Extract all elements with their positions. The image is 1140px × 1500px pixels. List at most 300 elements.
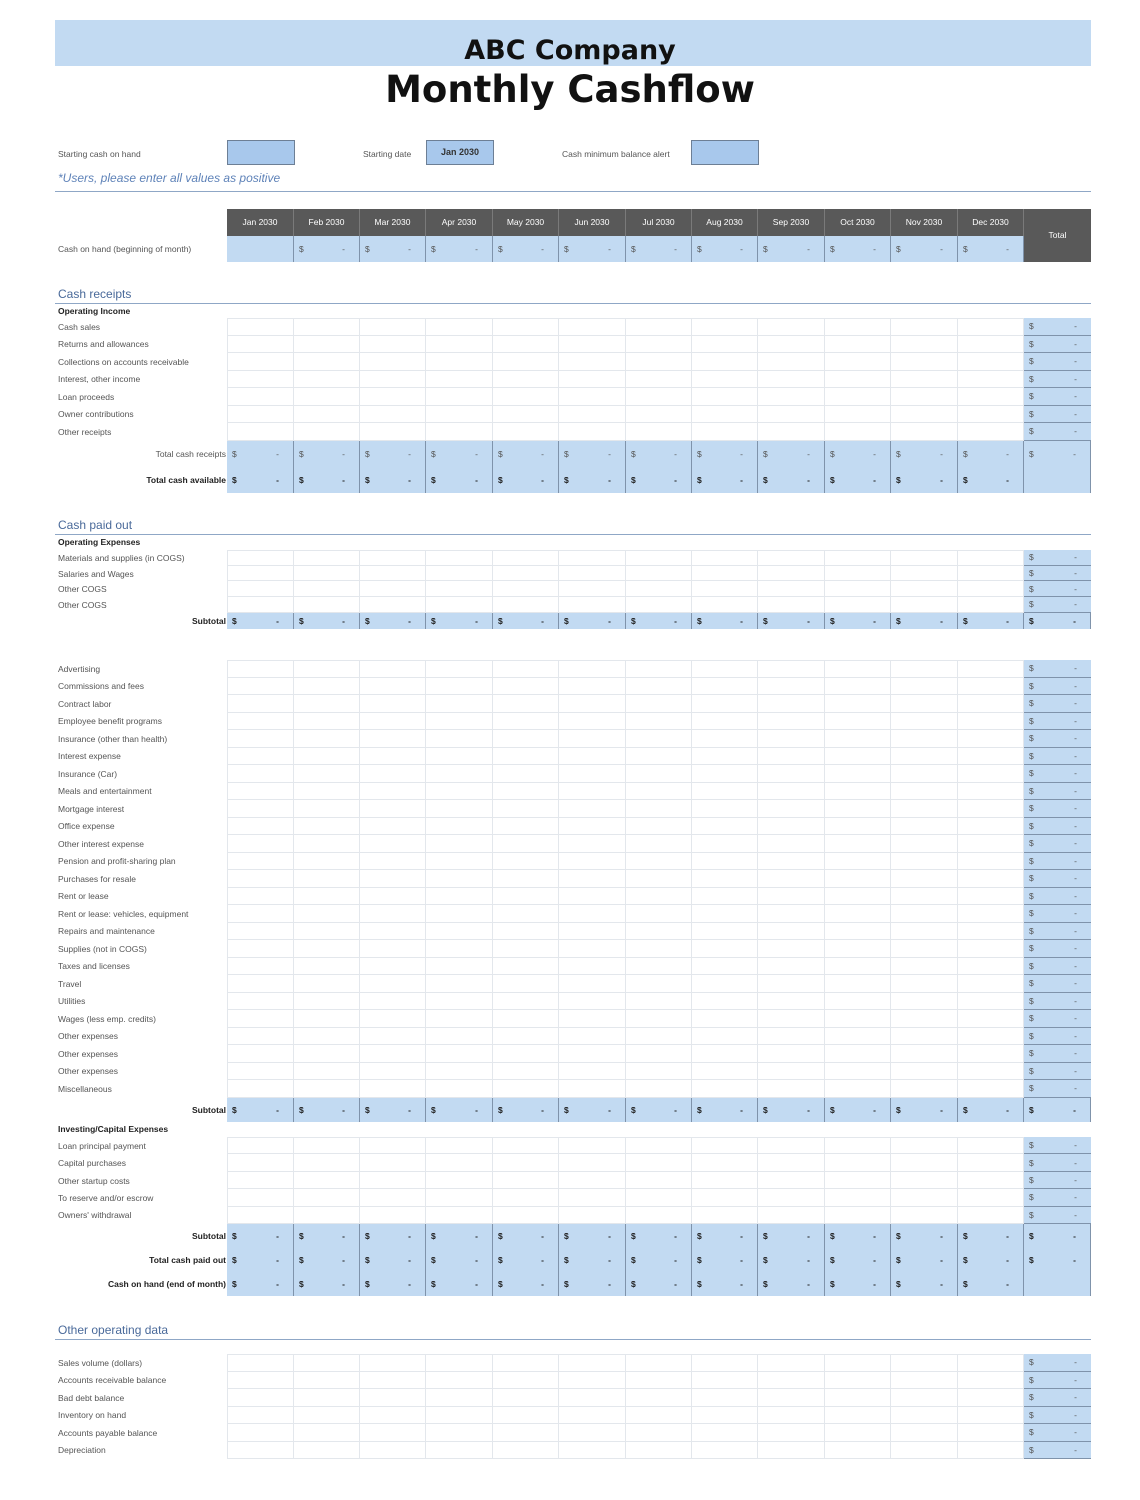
expenses-input-cell[interactable] [825, 835, 891, 853]
expenses-input-cell[interactable] [493, 800, 559, 818]
other-data-input-cell[interactable] [958, 1442, 1024, 1460]
expenses-input-cell[interactable] [360, 783, 426, 801]
expenses-input-cell[interactable] [891, 870, 958, 888]
cogs-input-cell[interactable] [825, 566, 891, 582]
expenses-input-cell[interactable] [559, 800, 626, 818]
investing-input-cell[interactable] [360, 1207, 426, 1224]
other-data-input-cell[interactable] [227, 1424, 294, 1442]
investing-input-cell[interactable] [692, 1207, 758, 1224]
expenses-input-cell[interactable] [692, 765, 758, 783]
expenses-input-cell[interactable] [626, 660, 692, 678]
cogs-input-cell[interactable] [958, 597, 1024, 613]
cogs-input-cell[interactable] [692, 581, 758, 597]
expenses-input-cell[interactable] [493, 853, 559, 871]
expenses-input-cell[interactable] [227, 748, 294, 766]
expenses-input-cell[interactable] [825, 905, 891, 923]
expenses-input-cell[interactable] [294, 853, 360, 871]
investing-input-cell[interactable] [559, 1172, 626, 1189]
expenses-input-cell[interactable] [227, 958, 294, 976]
investing-input-cell[interactable] [426, 1172, 493, 1189]
other-data-input-cell[interactable] [360, 1424, 426, 1442]
expenses-input-cell[interactable] [227, 730, 294, 748]
expenses-input-cell[interactable] [958, 975, 1024, 993]
receipts-input-cell[interactable] [891, 406, 958, 424]
expenses-input-cell[interactable] [825, 993, 891, 1011]
expenses-input-cell[interactable] [958, 695, 1024, 713]
expenses-input-cell[interactable] [227, 660, 294, 678]
receipts-input-cell[interactable] [493, 406, 559, 424]
other-data-input-cell[interactable] [426, 1407, 493, 1425]
expenses-input-cell[interactable] [294, 975, 360, 993]
receipts-input-cell[interactable] [692, 423, 758, 441]
investing-input-cell[interactable] [426, 1154, 493, 1171]
receipts-input-cell[interactable] [360, 371, 426, 389]
expenses-input-cell[interactable] [958, 660, 1024, 678]
expenses-input-cell[interactable] [758, 835, 825, 853]
receipts-input-cell[interactable] [758, 388, 825, 406]
investing-input-cell[interactable] [758, 1137, 825, 1154]
expenses-input-cell[interactable] [758, 1028, 825, 1046]
other-data-input-cell[interactable] [891, 1407, 958, 1425]
expenses-input-cell[interactable] [294, 713, 360, 731]
expenses-input-cell[interactable] [891, 905, 958, 923]
expenses-input-cell[interactable] [692, 870, 758, 888]
expenses-input-cell[interactable] [758, 713, 825, 731]
expenses-input-cell[interactable] [758, 748, 825, 766]
expenses-input-cell[interactable] [493, 835, 559, 853]
expenses-input-cell[interactable] [426, 695, 493, 713]
cogs-input-cell[interactable] [825, 597, 891, 613]
other-data-input-cell[interactable] [626, 1354, 692, 1372]
other-data-input-cell[interactable] [294, 1389, 360, 1407]
expenses-input-cell[interactable] [559, 818, 626, 836]
expenses-input-cell[interactable] [227, 1045, 294, 1063]
other-data-input-cell[interactable] [692, 1354, 758, 1372]
receipts-input-cell[interactable] [626, 388, 692, 406]
receipts-input-cell[interactable] [758, 353, 825, 371]
other-data-input-cell[interactable] [360, 1442, 426, 1460]
other-data-input-cell[interactable] [825, 1424, 891, 1442]
expenses-input-cell[interactable] [227, 818, 294, 836]
expenses-input-cell[interactable] [294, 870, 360, 888]
investing-input-cell[interactable] [825, 1172, 891, 1189]
expenses-input-cell[interactable] [294, 800, 360, 818]
other-data-input-cell[interactable] [294, 1407, 360, 1425]
expenses-input-cell[interactable] [493, 1063, 559, 1081]
expenses-input-cell[interactable] [227, 940, 294, 958]
investing-input-cell[interactable] [891, 1154, 958, 1171]
cogs-input-cell[interactable] [493, 550, 559, 566]
expenses-input-cell[interactable] [825, 853, 891, 871]
investing-input-cell[interactable] [294, 1189, 360, 1206]
expenses-input-cell[interactable] [559, 660, 626, 678]
expenses-input-cell[interactable] [692, 695, 758, 713]
expenses-input-cell[interactable] [493, 765, 559, 783]
expenses-input-cell[interactable] [891, 660, 958, 678]
receipts-input-cell[interactable] [294, 336, 360, 354]
expenses-input-cell[interactable] [294, 783, 360, 801]
other-data-input-cell[interactable] [559, 1442, 626, 1460]
expenses-input-cell[interactable] [227, 853, 294, 871]
expenses-input-cell[interactable] [360, 940, 426, 958]
expenses-input-cell[interactable] [493, 783, 559, 801]
expenses-input-cell[interactable] [626, 923, 692, 941]
expenses-input-cell[interactable] [360, 835, 426, 853]
other-data-input-cell[interactable] [958, 1372, 1024, 1390]
expenses-input-cell[interactable] [294, 660, 360, 678]
expenses-input-cell[interactable] [559, 678, 626, 696]
expenses-input-cell[interactable] [958, 958, 1024, 976]
expenses-input-cell[interactable] [227, 923, 294, 941]
expenses-input-cell[interactable] [493, 940, 559, 958]
receipts-input-cell[interactable] [692, 388, 758, 406]
other-data-input-cell[interactable] [958, 1354, 1024, 1372]
cogs-input-cell[interactable] [426, 597, 493, 613]
expenses-input-cell[interactable] [692, 993, 758, 1011]
expenses-input-cell[interactable] [294, 818, 360, 836]
cogs-input-cell[interactable] [294, 597, 360, 613]
investing-input-cell[interactable] [426, 1189, 493, 1206]
expenses-input-cell[interactable] [426, 678, 493, 696]
other-data-input-cell[interactable] [692, 1389, 758, 1407]
cogs-input-cell[interactable] [958, 581, 1024, 597]
other-data-input-cell[interactable] [891, 1372, 958, 1390]
expenses-input-cell[interactable] [493, 695, 559, 713]
expenses-input-cell[interactable] [493, 975, 559, 993]
expenses-input-cell[interactable] [426, 870, 493, 888]
cogs-input-cell[interactable] [692, 597, 758, 613]
expenses-input-cell[interactable] [958, 713, 1024, 731]
expenses-input-cell[interactable] [758, 783, 825, 801]
investing-input-cell[interactable] [758, 1154, 825, 1171]
receipts-input-cell[interactable] [360, 336, 426, 354]
other-data-input-cell[interactable] [692, 1407, 758, 1425]
expenses-input-cell[interactable] [958, 818, 1024, 836]
expenses-input-cell[interactable] [559, 1028, 626, 1046]
expenses-input-cell[interactable] [692, 678, 758, 696]
expenses-input-cell[interactable] [891, 1063, 958, 1081]
expenses-input-cell[interactable] [692, 888, 758, 906]
expenses-input-cell[interactable] [227, 678, 294, 696]
expenses-input-cell[interactable] [958, 1063, 1024, 1081]
expenses-input-cell[interactable] [426, 888, 493, 906]
expenses-input-cell[interactable] [360, 730, 426, 748]
investing-input-cell[interactable] [493, 1189, 559, 1206]
receipts-input-cell[interactable] [758, 423, 825, 441]
receipts-input-cell[interactable] [493, 371, 559, 389]
expenses-input-cell[interactable] [626, 905, 692, 923]
investing-input-cell[interactable] [294, 1172, 360, 1189]
expenses-input-cell[interactable] [360, 958, 426, 976]
expenses-input-cell[interactable] [692, 853, 758, 871]
expenses-input-cell[interactable] [493, 748, 559, 766]
expenses-input-cell[interactable] [493, 1080, 559, 1098]
expenses-input-cell[interactable] [825, 975, 891, 993]
investing-input-cell[interactable] [227, 1172, 294, 1189]
receipts-input-cell[interactable] [227, 423, 294, 441]
cogs-input-cell[interactable] [825, 550, 891, 566]
other-data-input-cell[interactable] [559, 1407, 626, 1425]
other-data-input-cell[interactable] [227, 1372, 294, 1390]
expenses-input-cell[interactable] [692, 730, 758, 748]
cogs-input-cell[interactable] [559, 597, 626, 613]
investing-input-cell[interactable] [626, 1189, 692, 1206]
other-data-input-cell[interactable] [891, 1354, 958, 1372]
receipts-input-cell[interactable] [360, 388, 426, 406]
other-data-input-cell[interactable] [360, 1372, 426, 1390]
other-data-input-cell[interactable] [891, 1442, 958, 1460]
expenses-input-cell[interactable] [758, 678, 825, 696]
expenses-input-cell[interactable] [227, 993, 294, 1011]
investing-input-cell[interactable] [559, 1137, 626, 1154]
receipts-input-cell[interactable] [825, 318, 891, 336]
expenses-input-cell[interactable] [891, 1028, 958, 1046]
receipts-input-cell[interactable] [426, 388, 493, 406]
expenses-input-cell[interactable] [360, 905, 426, 923]
expenses-input-cell[interactable] [294, 905, 360, 923]
receipts-input-cell[interactable] [294, 318, 360, 336]
expenses-input-cell[interactable] [626, 888, 692, 906]
investing-input-cell[interactable] [493, 1137, 559, 1154]
other-data-input-cell[interactable] [360, 1354, 426, 1372]
min-balance-input[interactable] [691, 140, 759, 165]
expenses-input-cell[interactable] [294, 748, 360, 766]
expenses-input-cell[interactable] [825, 800, 891, 818]
investing-input-cell[interactable] [227, 1137, 294, 1154]
other-data-input-cell[interactable] [493, 1354, 559, 1372]
expenses-input-cell[interactable] [692, 713, 758, 731]
investing-input-cell[interactable] [958, 1137, 1024, 1154]
expenses-input-cell[interactable] [227, 1028, 294, 1046]
investing-input-cell[interactable] [758, 1189, 825, 1206]
expenses-input-cell[interactable] [360, 870, 426, 888]
investing-input-cell[interactable] [626, 1154, 692, 1171]
expenses-input-cell[interactable] [360, 765, 426, 783]
cogs-input-cell[interactable] [426, 566, 493, 582]
investing-input-cell[interactable] [692, 1172, 758, 1189]
cogs-input-cell[interactable] [493, 581, 559, 597]
receipts-input-cell[interactable] [227, 388, 294, 406]
expenses-input-cell[interactable] [294, 765, 360, 783]
other-data-input-cell[interactable] [360, 1389, 426, 1407]
expenses-input-cell[interactable] [360, 748, 426, 766]
expenses-input-cell[interactable] [825, 678, 891, 696]
expenses-input-cell[interactable] [891, 713, 958, 731]
other-data-input-cell[interactable] [825, 1354, 891, 1372]
expenses-input-cell[interactable] [758, 765, 825, 783]
receipts-input-cell[interactable] [891, 336, 958, 354]
expenses-input-cell[interactable] [891, 800, 958, 818]
expenses-input-cell[interactable] [958, 870, 1024, 888]
expenses-input-cell[interactable] [958, 1045, 1024, 1063]
expenses-input-cell[interactable] [493, 923, 559, 941]
expenses-input-cell[interactable] [825, 730, 891, 748]
expenses-input-cell[interactable] [493, 993, 559, 1011]
expenses-input-cell[interactable] [825, 695, 891, 713]
expenses-input-cell[interactable] [626, 678, 692, 696]
other-data-input-cell[interactable] [692, 1442, 758, 1460]
expenses-input-cell[interactable] [758, 660, 825, 678]
expenses-input-cell[interactable] [626, 1010, 692, 1028]
expenses-input-cell[interactable] [825, 765, 891, 783]
expenses-input-cell[interactable] [891, 940, 958, 958]
expenses-input-cell[interactable] [891, 923, 958, 941]
receipts-input-cell[interactable] [559, 371, 626, 389]
expenses-input-cell[interactable] [958, 800, 1024, 818]
investing-input-cell[interactable] [958, 1154, 1024, 1171]
expenses-input-cell[interactable] [626, 940, 692, 958]
expenses-input-cell[interactable] [626, 695, 692, 713]
cogs-input-cell[interactable] [692, 550, 758, 566]
other-data-input-cell[interactable] [758, 1389, 825, 1407]
other-data-input-cell[interactable] [758, 1424, 825, 1442]
expenses-input-cell[interactable] [294, 1028, 360, 1046]
expenses-input-cell[interactable] [758, 870, 825, 888]
expenses-input-cell[interactable] [426, 713, 493, 731]
expenses-input-cell[interactable] [294, 678, 360, 696]
receipts-input-cell[interactable] [294, 406, 360, 424]
expenses-input-cell[interactable] [426, 993, 493, 1011]
expenses-input-cell[interactable] [958, 1028, 1024, 1046]
expenses-input-cell[interactable] [559, 695, 626, 713]
investing-input-cell[interactable] [493, 1207, 559, 1224]
expenses-input-cell[interactable] [692, 748, 758, 766]
receipts-input-cell[interactable] [493, 318, 559, 336]
expenses-input-cell[interactable] [559, 1010, 626, 1028]
expenses-input-cell[interactable] [825, 1045, 891, 1063]
other-data-input-cell[interactable] [626, 1407, 692, 1425]
other-data-input-cell[interactable] [626, 1424, 692, 1442]
expenses-input-cell[interactable] [958, 835, 1024, 853]
receipts-input-cell[interactable] [958, 423, 1024, 441]
expenses-input-cell[interactable] [360, 1080, 426, 1098]
other-data-input-cell[interactable] [958, 1407, 1024, 1425]
expenses-input-cell[interactable] [758, 923, 825, 941]
expenses-input-cell[interactable] [758, 853, 825, 871]
other-data-input-cell[interactable] [294, 1442, 360, 1460]
expenses-input-cell[interactable] [958, 1010, 1024, 1028]
other-data-input-cell[interactable] [692, 1424, 758, 1442]
expenses-input-cell[interactable] [758, 975, 825, 993]
cogs-input-cell[interactable] [360, 581, 426, 597]
expenses-input-cell[interactable] [559, 923, 626, 941]
expenses-input-cell[interactable] [692, 783, 758, 801]
expenses-input-cell[interactable] [360, 993, 426, 1011]
expenses-input-cell[interactable] [891, 678, 958, 696]
investing-input-cell[interactable] [493, 1172, 559, 1189]
expenses-input-cell[interactable] [227, 1080, 294, 1098]
receipts-input-cell[interactable] [891, 353, 958, 371]
expenses-input-cell[interactable] [825, 748, 891, 766]
investing-input-cell[interactable] [891, 1189, 958, 1206]
other-data-input-cell[interactable] [825, 1372, 891, 1390]
expenses-input-cell[interactable] [426, 818, 493, 836]
receipts-input-cell[interactable] [426, 371, 493, 389]
expenses-input-cell[interactable] [360, 678, 426, 696]
expenses-input-cell[interactable] [294, 940, 360, 958]
expenses-input-cell[interactable] [493, 1010, 559, 1028]
other-data-input-cell[interactable] [294, 1424, 360, 1442]
receipts-input-cell[interactable] [294, 371, 360, 389]
expenses-input-cell[interactable] [426, 923, 493, 941]
receipts-input-cell[interactable] [692, 406, 758, 424]
cogs-input-cell[interactable] [958, 566, 1024, 582]
investing-input-cell[interactable] [626, 1172, 692, 1189]
expenses-input-cell[interactable] [426, 1028, 493, 1046]
expenses-input-cell[interactable] [426, 800, 493, 818]
expenses-input-cell[interactable] [626, 975, 692, 993]
receipts-input-cell[interactable] [493, 353, 559, 371]
receipts-input-cell[interactable] [891, 388, 958, 406]
receipts-input-cell[interactable] [626, 423, 692, 441]
expenses-input-cell[interactable] [626, 1045, 692, 1063]
expenses-input-cell[interactable] [958, 1080, 1024, 1098]
expenses-input-cell[interactable] [559, 853, 626, 871]
expenses-input-cell[interactable] [294, 958, 360, 976]
expenses-input-cell[interactable] [758, 1080, 825, 1098]
receipts-input-cell[interactable] [891, 423, 958, 441]
expenses-input-cell[interactable] [227, 888, 294, 906]
expenses-input-cell[interactable] [891, 835, 958, 853]
expenses-input-cell[interactable] [626, 783, 692, 801]
cogs-input-cell[interactable] [360, 597, 426, 613]
receipts-input-cell[interactable] [758, 318, 825, 336]
receipts-input-cell[interactable] [426, 353, 493, 371]
receipts-input-cell[interactable] [493, 423, 559, 441]
cogs-input-cell[interactable] [360, 566, 426, 582]
expenses-input-cell[interactable] [958, 905, 1024, 923]
cogs-input-cell[interactable] [758, 581, 825, 597]
expenses-input-cell[interactable] [360, 1028, 426, 1046]
receipts-input-cell[interactable] [294, 388, 360, 406]
expenses-input-cell[interactable] [559, 888, 626, 906]
expenses-input-cell[interactable] [626, 800, 692, 818]
investing-input-cell[interactable] [758, 1172, 825, 1189]
expenses-input-cell[interactable] [559, 870, 626, 888]
expenses-input-cell[interactable] [891, 1045, 958, 1063]
expenses-input-cell[interactable] [493, 818, 559, 836]
cogs-input-cell[interactable] [626, 597, 692, 613]
expenses-input-cell[interactable] [626, 765, 692, 783]
expenses-input-cell[interactable] [825, 783, 891, 801]
receipts-input-cell[interactable] [958, 406, 1024, 424]
expenses-input-cell[interactable] [958, 853, 1024, 871]
expenses-input-cell[interactable] [758, 940, 825, 958]
expenses-input-cell[interactable] [360, 800, 426, 818]
expenses-input-cell[interactable] [825, 1080, 891, 1098]
cogs-input-cell[interactable] [493, 566, 559, 582]
expenses-input-cell[interactable] [692, 660, 758, 678]
expenses-input-cell[interactable] [891, 783, 958, 801]
expenses-input-cell[interactable] [758, 800, 825, 818]
expenses-input-cell[interactable] [559, 783, 626, 801]
investing-input-cell[interactable] [426, 1137, 493, 1154]
expenses-input-cell[interactable] [891, 695, 958, 713]
other-data-input-cell[interactable] [559, 1354, 626, 1372]
other-data-input-cell[interactable] [626, 1389, 692, 1407]
cogs-input-cell[interactable] [227, 581, 294, 597]
receipts-input-cell[interactable] [958, 318, 1024, 336]
expenses-input-cell[interactable] [294, 835, 360, 853]
expenses-input-cell[interactable] [891, 1080, 958, 1098]
investing-input-cell[interactable] [958, 1172, 1024, 1189]
receipts-input-cell[interactable] [692, 336, 758, 354]
investing-input-cell[interactable] [294, 1154, 360, 1171]
expenses-input-cell[interactable] [227, 765, 294, 783]
receipts-input-cell[interactable] [559, 318, 626, 336]
expenses-input-cell[interactable] [559, 730, 626, 748]
expenses-input-cell[interactable] [559, 765, 626, 783]
